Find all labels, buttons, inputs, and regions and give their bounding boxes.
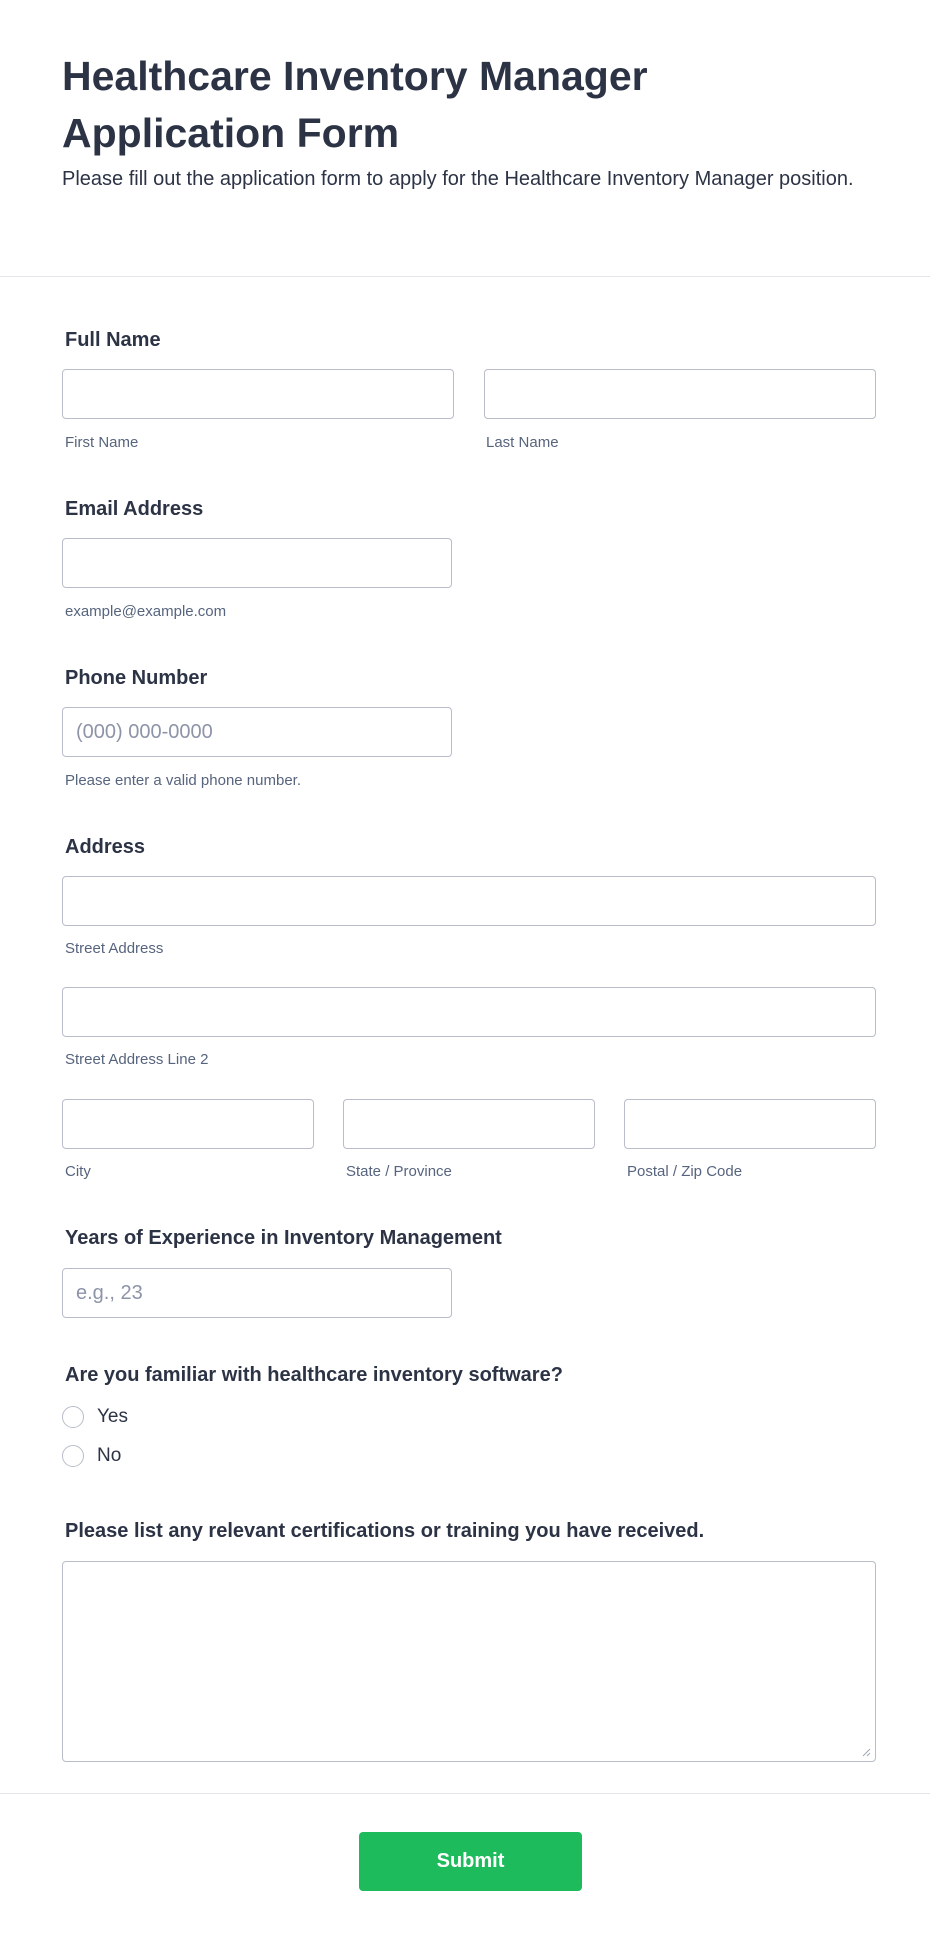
street-address-sublabel: Street Address xyxy=(65,940,164,957)
resize-grip-icon[interactable] xyxy=(861,1747,871,1757)
radio-label-no: No xyxy=(97,1445,122,1466)
last-name-input[interactable] xyxy=(484,369,876,419)
state-input[interactable] xyxy=(343,1099,595,1149)
city-input[interactable] xyxy=(62,1099,314,1149)
page-title: Healthcare Inventory Manager Application Form xyxy=(62,53,648,156)
certifications-label: Please list any relevant certifications or training you have received. xyxy=(65,1520,705,1542)
experience-input[interactable] xyxy=(62,1268,452,1318)
radio-option-yes[interactable] xyxy=(62,1404,128,1430)
email-input[interactable] xyxy=(62,538,452,588)
last-name-sublabel: Last Name xyxy=(486,434,559,451)
street-address-input[interactable] xyxy=(62,876,876,926)
certifications-textarea[interactable] xyxy=(62,1561,876,1762)
phone-label: Phone Number xyxy=(65,667,208,689)
radio-button-icon[interactable] xyxy=(62,1406,84,1428)
submit-button[interactable]: Submit xyxy=(359,1832,582,1891)
experience-label: Years of Experience in Inventory Management xyxy=(65,1227,502,1249)
email-label: Email Address xyxy=(65,498,204,520)
full-name-label: Full Name xyxy=(65,329,161,351)
page-subtitle: Please fill out the application form to apply for the Healthcare Inventory Manager position. xyxy=(62,168,854,190)
email-sublabel: example@example.com xyxy=(65,603,227,620)
radio-label-yes: Yes xyxy=(97,1406,128,1427)
street-address-line2-sublabel: Street Address Line 2 xyxy=(65,1051,209,1068)
city-sublabel: City xyxy=(65,1163,91,1180)
form-header xyxy=(0,0,930,277)
state-sublabel: State / Province xyxy=(346,1163,452,1180)
address-label: Address xyxy=(65,836,146,858)
first-name-sublabel: First Name xyxy=(65,434,139,451)
street-address-line2-input[interactable] xyxy=(62,987,876,1037)
radio-button-icon[interactable] xyxy=(62,1445,84,1467)
footer-divider xyxy=(0,1793,930,1794)
software-familiarity-label: Are you familiar with healthcare inventory software? xyxy=(65,1364,563,1386)
radio-option-no[interactable] xyxy=(62,1443,121,1469)
zip-input[interactable] xyxy=(624,1099,876,1149)
zip-sublabel: Postal / Zip Code xyxy=(627,1163,743,1180)
phone-sublabel: Please enter a valid phone number. xyxy=(65,772,301,789)
first-name-input[interactable] xyxy=(62,369,454,419)
phone-input[interactable] xyxy=(62,707,452,757)
